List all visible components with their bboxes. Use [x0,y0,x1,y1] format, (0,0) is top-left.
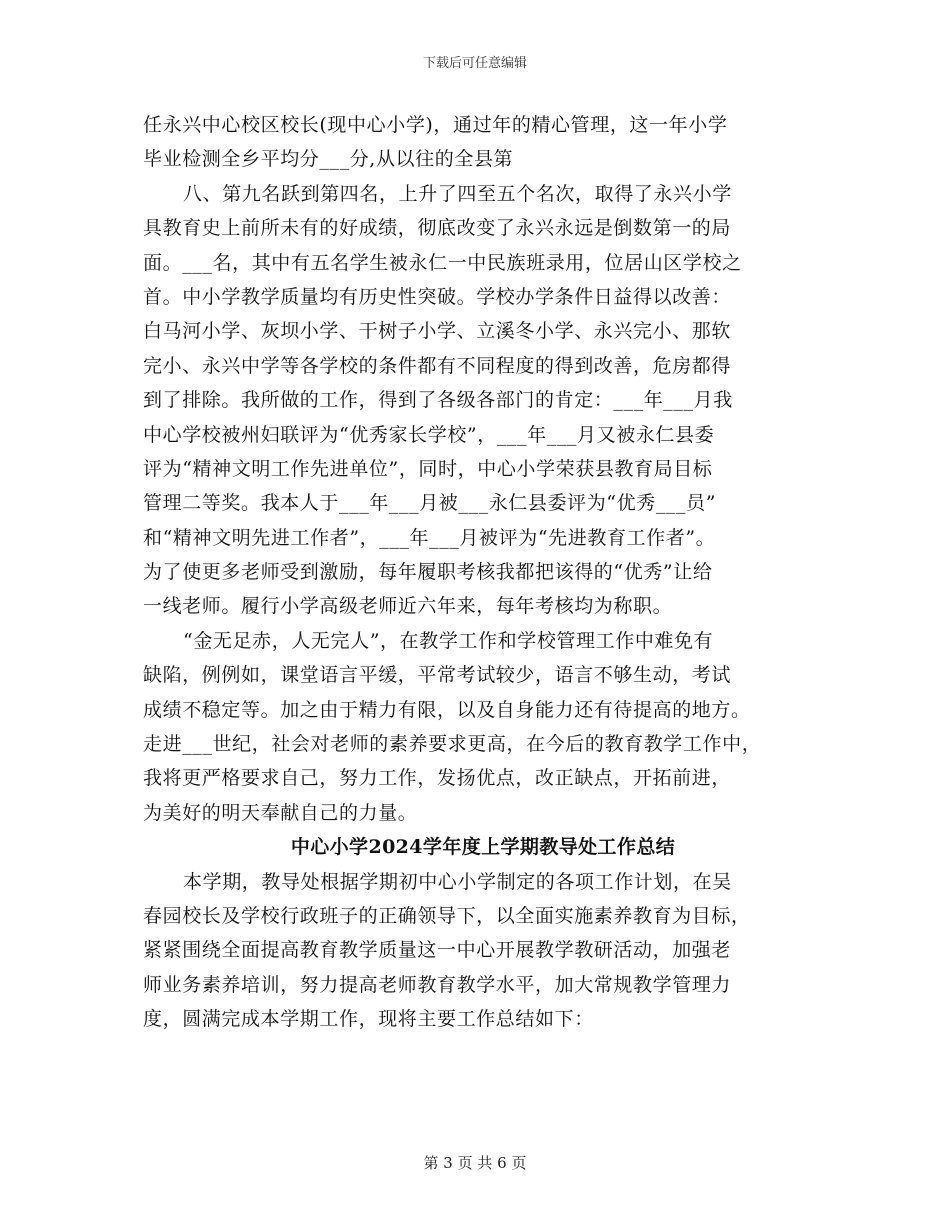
text-line: 首。中小学教学质量均有历史性突破。学校办学条件日益得以改善： [143,285,732,308]
text-line: 白马河小学、灰坝小学、干树子小学、立溪冬小学、永兴完小、那软 [143,320,732,343]
text-line: 管理二等奖。我本人于___年___月被___永仁县委评为“优秀___员” [143,492,717,515]
page-header: 下载后可任意编辑 [422,56,527,71]
document-body [143,108,823,1037]
text-line: 毕业检测全乡平均分___分,从以往的全县第 [143,148,514,171]
text-line: 我将更严格要求自己，努力工作，发扬优点，改正缺点，开拓前进， [143,767,732,790]
text-line: 成绩不稳定等。加之由于精力有限，以及自身能力还有待提高的地方。 [143,698,751,721]
text-line: 任永兴中心校区校长(现中心小学)，通过年的精心管理，这一年小学 [143,114,728,136]
text-line: 到了排除。我所做的工作，得到了各级各部门的肯定：___年___月我 [143,389,733,412]
text-line: 为美好的明天奉献自己的力量。 [143,801,418,824]
text-line: 本学期，教导处根据学期初中心小学制定的各项工作计划，在吴 [183,870,732,893]
text-line: 具教育史上前所未有的好成绩，彻底改变了永兴永远是倒数第一的局 [143,217,732,240]
text-line: 完小、永兴中学等各学校的条件都有不同程度的得到改善，危房都得 [143,354,732,377]
text-line: 缺陷，例例如，课堂语言平缓，平常考试较少，语言不够生动，考试 [143,664,732,687]
text-line: 春园校长及学校行政班子的正确领导下，以全面实施素养教育为目标， [143,904,751,927]
text-line: 一线老师。履行小学高级老师近六年来，每年考核均为称职。 [143,595,673,618]
text-line: 中心学校被州妇联评为“优秀家长学校”，___年___月又被永仁县委 [143,423,715,446]
text-line: 度，圆满完成本学期工作，现将主要工作总结如下： [143,1008,594,1031]
text-line: 评为“精神文明工作先进单位”，同时，中心小学荣获县教育局目标 [143,457,713,480]
section-title: 中心小学2024学年度上学期教导处工作总结 [290,836,676,859]
text-line: 面。___名，其中有五名学生被永仁一中民族班录用，位居山区学校之 [143,251,742,274]
text-line: 八、第九名跃到第四名，上升了四至五个名次，取得了永兴小学 [183,182,732,205]
page-footer: 第 3 页 共 6 页 [423,1154,527,1172]
text-line: “金无足赤，人无完人”，在教学工作和学校管理工作中难免有 [183,629,714,652]
text-line: 师业务素养培训，努力提高老师教育教学水平，加大常规教学管理力 [143,973,732,996]
text-line: 为了使更多老师受到激励，每年履职考核我都把该得的“优秀”让给 [143,561,713,584]
text-line: 和“精神文明先进工作者”，___年___月被评为“先进教育工作者”。 [143,526,716,549]
text-line: 走进___世纪，社会对老师的素养要求更高，在今后的教育教学工作中， [143,733,762,756]
text-line: 紧紧围绕全面提高教育教学质量这一中心开展教学教研活动，加强老 [143,939,732,962]
